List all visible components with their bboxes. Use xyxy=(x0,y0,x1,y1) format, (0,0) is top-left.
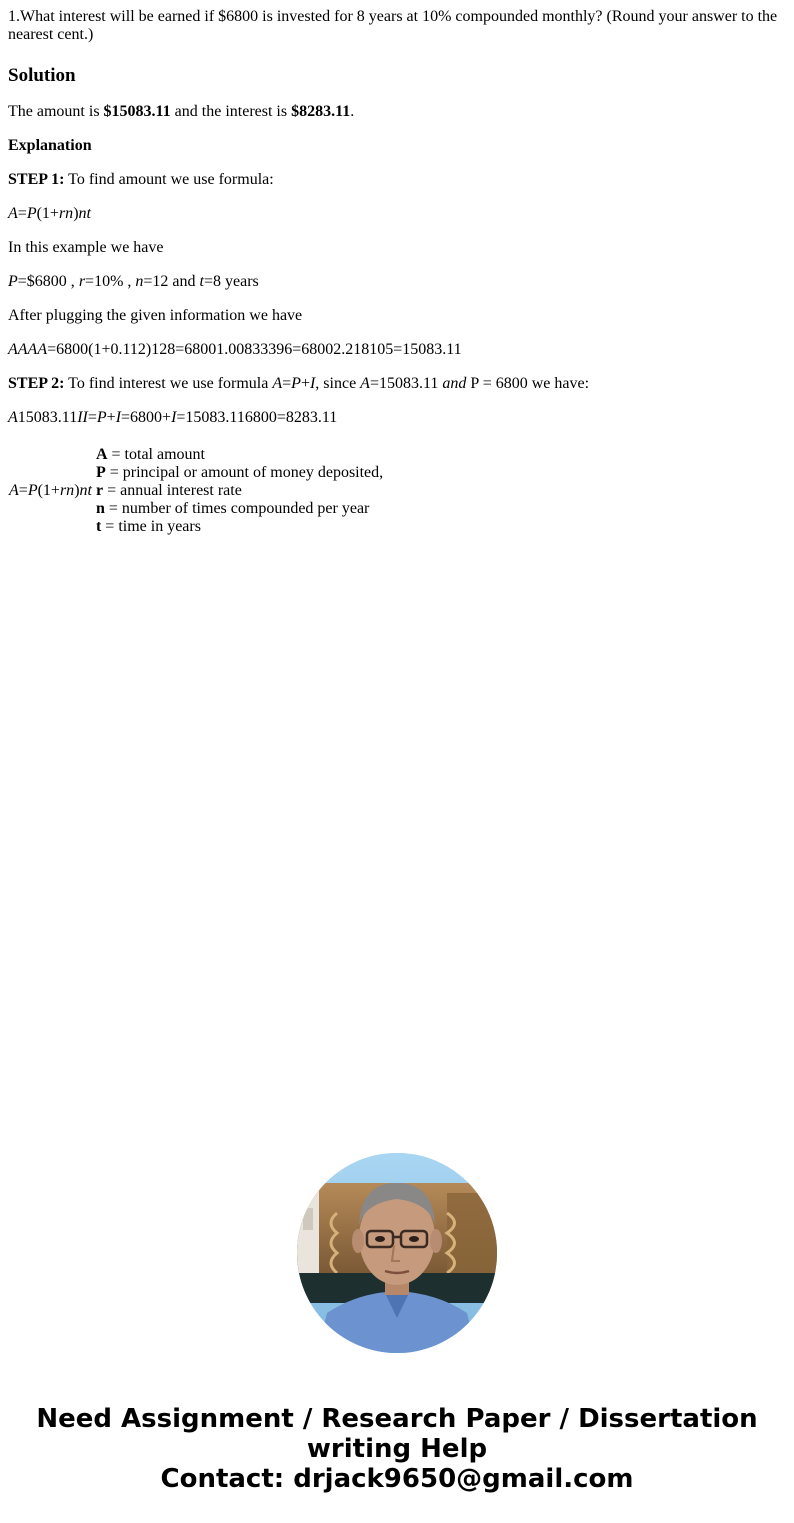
legend-formula: A=P(1+rn)nt xyxy=(9,482,92,499)
answer-prefix: The amount is xyxy=(8,103,104,120)
promo-contact: Contact: drjack9650@gmail.com xyxy=(160,1464,634,1494)
formula-line: A=P(1+rn)nt xyxy=(8,205,91,222)
legend-item: n = number of times compounded per year xyxy=(95,500,370,517)
promo-line-2: writing Help xyxy=(306,1434,488,1464)
given-values: P=$6800 , r=10% , n=12 and t=8 years xyxy=(8,273,259,290)
document-content xyxy=(8,8,786,539)
promo-banner xyxy=(0,1404,794,1494)
legend-item: r = annual interest rate xyxy=(95,482,242,499)
author-photo xyxy=(297,1153,497,1353)
legend-definitions xyxy=(95,445,384,537)
step2-label: STEP 2: xyxy=(8,375,65,392)
step1-line xyxy=(8,171,786,189)
legend-item: A = total amount xyxy=(95,446,205,463)
answer-suffix: . xyxy=(350,103,355,120)
legend-item: P = principal or amount of money deposited, xyxy=(95,464,384,481)
answer-summary xyxy=(8,103,786,121)
answer-interest: $8283.11 xyxy=(291,103,351,120)
question-text: 1.What interest will be earned if $6800 is invested for 8 years at 10% compounded monthly? (Round your answer to the nearest cent.) xyxy=(8,8,778,43)
step1-text: To find amount we use formula: xyxy=(64,171,274,188)
plug-intro: After plugging the given information we have xyxy=(8,307,303,324)
answer-middle: and the interest is xyxy=(170,103,292,120)
step1-label: STEP 1: xyxy=(8,171,65,188)
step2-line: STEP 2: To find interest we use formula A=P+I, since A=15083.11 and P = 6800 we have: xyxy=(8,375,590,392)
solution-heading: Solution xyxy=(8,65,76,86)
plug-calculation: AAAA=6800(1+0.112)128=68001.00833396=68002.218105=15083.11 xyxy=(8,341,462,358)
example-intro: In this example we have xyxy=(8,239,164,256)
interest-calculation: A15083.11II=P+I=6800+I=15083.116800=8283.11 xyxy=(8,409,338,426)
answer-amount: $15083.11 xyxy=(103,103,171,120)
variable-legend-table xyxy=(6,443,386,539)
person-portrait-image xyxy=(297,1153,497,1353)
explanation-heading: Explanation xyxy=(8,137,92,154)
promo-line-1: Need Assignment / Research Paper / Dissertation xyxy=(36,1404,758,1434)
legend-item: t = time in years xyxy=(95,518,201,535)
